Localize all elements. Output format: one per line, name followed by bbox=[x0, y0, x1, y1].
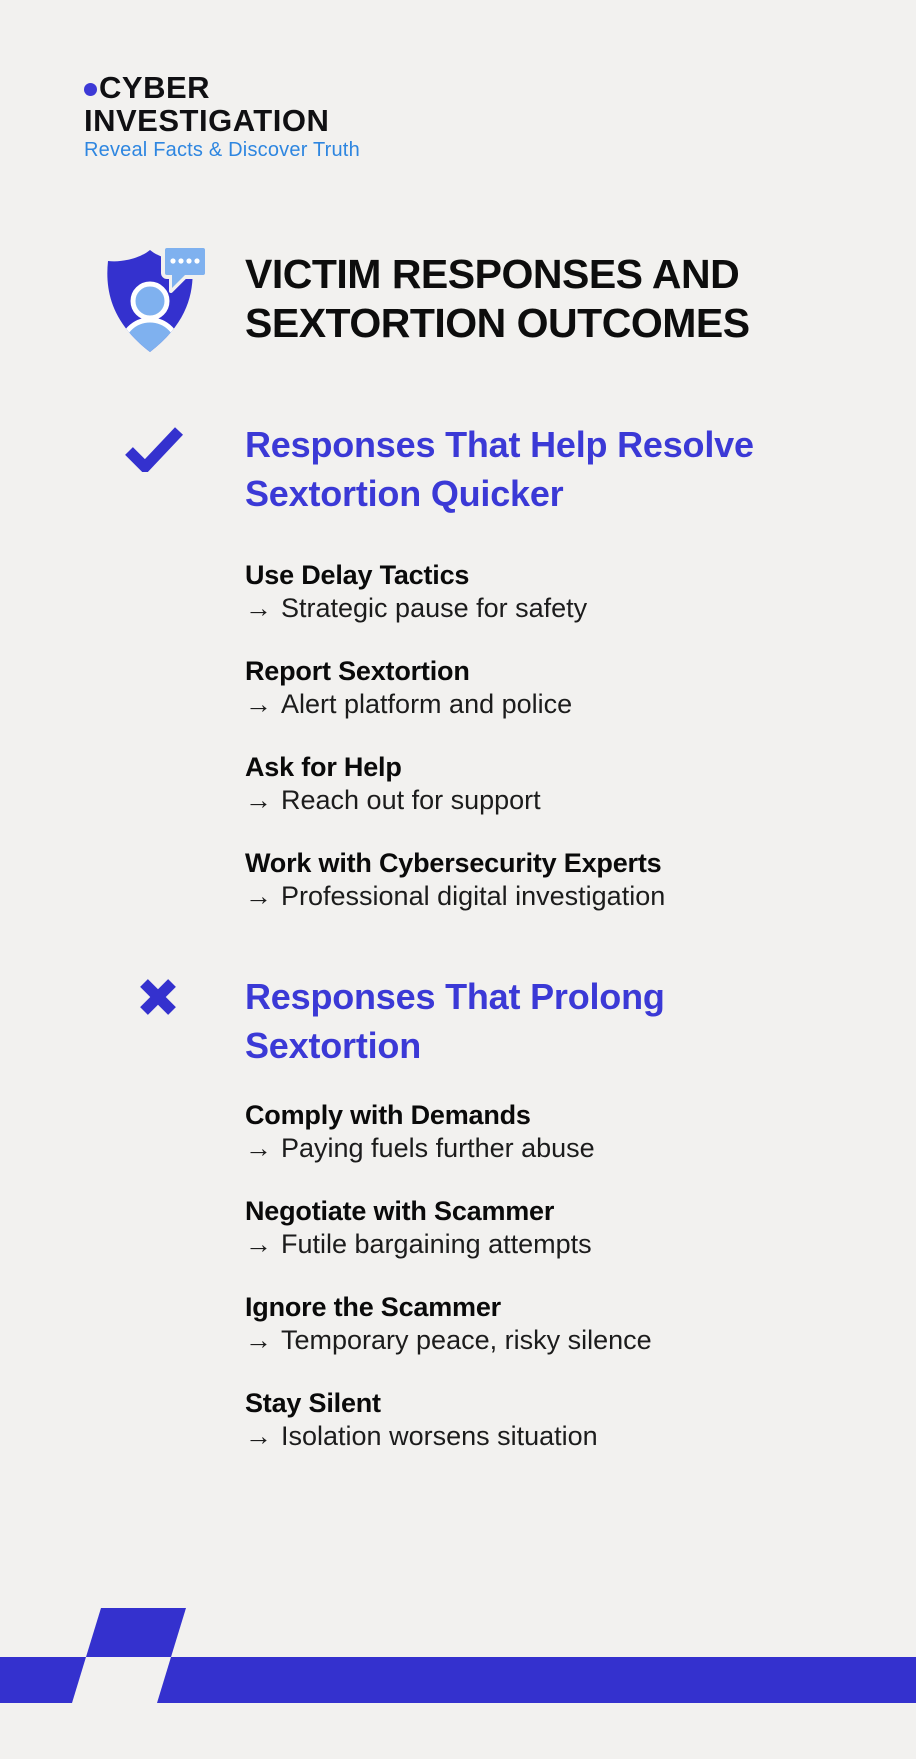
list-item bbox=[245, 1292, 845, 1357]
section-heading-prolong bbox=[245, 972, 845, 1070]
item-title: Report Sextortion bbox=[245, 656, 470, 686]
list-item bbox=[245, 752, 845, 817]
section-heading-help-line-1: Responses That Help Resolve bbox=[245, 424, 754, 465]
list-item bbox=[245, 1388, 845, 1453]
logo-tagline: Reveal Facts & Discover Truth bbox=[84, 139, 360, 161]
item-description bbox=[245, 1132, 845, 1165]
logo-dot-icon bbox=[84, 83, 97, 96]
arrow-glyph: → bbox=[245, 593, 272, 623]
arrow-glyph: → bbox=[245, 1229, 272, 1259]
section-heading-help-line-2: Sextortion Quicker bbox=[245, 473, 564, 514]
list-item bbox=[245, 560, 845, 625]
item-description-text: Paying fuels further abuse bbox=[281, 1133, 595, 1163]
arrow-glyph: → bbox=[245, 1133, 272, 1163]
page-title-line-2: SEXTORTION OUTCOMES bbox=[245, 300, 750, 346]
item-title: Use Delay Tactics bbox=[245, 560, 470, 590]
list-item bbox=[245, 656, 845, 721]
list-item bbox=[245, 1100, 845, 1165]
item-description bbox=[245, 592, 845, 625]
item-description-text: Alert platform and police bbox=[281, 689, 573, 719]
section-heading-help bbox=[245, 420, 845, 518]
section-heading-prolong-line-2: Sextortion bbox=[245, 1025, 422, 1066]
footer-parallelogram bbox=[86, 1608, 186, 1657]
section-heading-prolong-line-1: Responses That Prolong bbox=[245, 976, 665, 1017]
arrow-glyph: → bbox=[245, 1325, 272, 1355]
item-description bbox=[245, 880, 845, 913]
item-description bbox=[245, 1420, 845, 1453]
item-title: Ask for Help bbox=[245, 752, 402, 782]
item-description-text: Isolation worsens situation bbox=[281, 1421, 598, 1451]
arrow-glyph: → bbox=[245, 785, 272, 815]
item-description-text: Professional digital investigation bbox=[281, 881, 666, 911]
arrow-glyph: → bbox=[245, 1421, 272, 1451]
item-title: Negotiate with Scammer bbox=[245, 1196, 555, 1226]
page-title-line-1: VICTIM RESPONSES AND bbox=[245, 251, 740, 297]
item-description bbox=[245, 784, 845, 817]
footer-notch bbox=[72, 1657, 171, 1703]
list-item bbox=[245, 1196, 845, 1261]
footer-decoration bbox=[0, 1600, 916, 1759]
list-item bbox=[245, 848, 845, 913]
arrow-glyph: → bbox=[245, 689, 272, 719]
x-mark-icon bbox=[139, 978, 177, 1021]
help-items-list bbox=[245, 560, 845, 913]
item-description-text: Futile bargaining attempts bbox=[281, 1229, 592, 1259]
item-description bbox=[245, 1228, 845, 1261]
item-title: Work with Cybersecurity Experts bbox=[245, 848, 662, 878]
logo-word-investigation: INVESTIGATION bbox=[84, 103, 330, 138]
prolong-items-list bbox=[245, 1100, 845, 1453]
item-description-text: Strategic pause for safety bbox=[281, 593, 588, 623]
brand-logo bbox=[84, 72, 360, 162]
item-description bbox=[245, 688, 845, 721]
item-description bbox=[245, 1324, 845, 1357]
checkmark-icon bbox=[124, 426, 184, 477]
page-title bbox=[245, 250, 865, 348]
logo-line-1 bbox=[84, 72, 360, 104]
item-description-text: Temporary peace, risky silence bbox=[281, 1325, 652, 1355]
item-description-text: Reach out for support bbox=[281, 785, 541, 815]
logo-word-cyber: CYBER bbox=[99, 70, 211, 105]
item-title: Ignore the Scammer bbox=[245, 1292, 501, 1322]
arrow-glyph: → bbox=[245, 881, 272, 911]
item-title: Comply with Demands bbox=[245, 1100, 531, 1130]
shield-chat-user-icon bbox=[103, 246, 213, 369]
item-title: Stay Silent bbox=[245, 1388, 381, 1418]
